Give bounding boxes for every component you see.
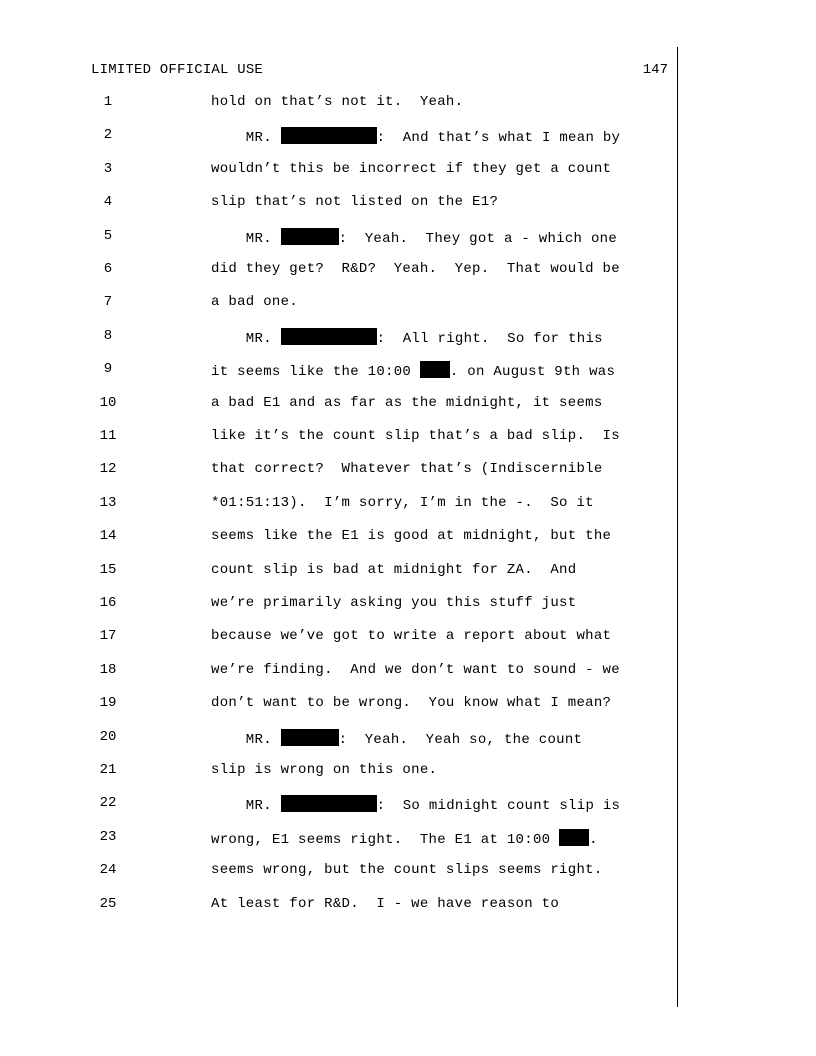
redaction-block: [281, 729, 339, 746]
line-text-segment: slip is wrong on this one.: [211, 762, 438, 778]
redaction-block: [281, 795, 377, 812]
line-number: 18: [99, 661, 117, 678]
line-text-segment: : All right. So for this: [376, 330, 603, 347]
line-text: [211, 729, 582, 748]
line-text: [211, 94, 463, 110]
line-number: 14: [99, 528, 117, 545]
line-text: [211, 228, 617, 247]
line-text: [211, 595, 576, 611]
line-text: [211, 161, 611, 177]
line-text-segment: don’t want to be wrong. You know what I mean?: [211, 695, 612, 712]
line-text-segment: seems wrong, but the count slips seems right.: [211, 862, 603, 879]
line-number: 23: [99, 828, 117, 845]
line-text-segment: : Yeah. They got a - which one: [338, 230, 618, 247]
line-text: [211, 662, 620, 678]
transcript-line: [0, 294, 816, 314]
line-number: 19: [99, 695, 117, 712]
line-text-segment: . on August 9th was: [449, 364, 616, 381]
line-text: [211, 695, 611, 711]
transcript-line: [0, 829, 816, 849]
transcript-line: [0, 127, 816, 147]
line-number: 25: [99, 895, 117, 912]
transcript-line: [0, 795, 816, 815]
transcript-line: [0, 729, 816, 749]
line-text-segment: : So midnight count slip is: [376, 798, 621, 815]
line-number: 8: [103, 327, 113, 344]
line-number: 1: [103, 94, 113, 110]
line-number: 11: [99, 428, 117, 444]
redaction-block: [420, 361, 450, 378]
redaction-block: [281, 228, 339, 245]
transcript-line: [0, 562, 816, 582]
line-text-segment: we’re finding. And we don’t want to sound - we: [211, 661, 620, 678]
line-text-segment: slip that’s not listed on the E1?: [211, 194, 499, 211]
line-number: 5: [103, 227, 113, 244]
line-text-segment: count slip is bad at midnight for ZA. And: [211, 561, 577, 578]
line-text: [211, 294, 298, 310]
line-number: 10: [99, 394, 117, 411]
line-text: [211, 762, 437, 778]
redaction-block: [559, 829, 589, 846]
line-text: [211, 628, 611, 644]
line-text: [211, 428, 620, 444]
line-text: [211, 395, 603, 411]
line-text-segment: .: [589, 831, 598, 848]
line-number: 4: [103, 194, 113, 211]
line-text: [211, 495, 594, 511]
line-text-segment: it seems like the 10:00: [211, 364, 420, 381]
transcript-line: [0, 395, 816, 415]
line-number: 24: [99, 862, 117, 879]
transcript-line: [0, 94, 816, 114]
line-text: [211, 194, 498, 210]
transcript-line: [0, 361, 816, 381]
transcript-line: [0, 194, 816, 214]
transcript-line: [0, 862, 816, 882]
transcript-line: [0, 595, 816, 615]
redaction-block: [281, 328, 377, 345]
transcript-line: [0, 628, 816, 648]
line-text-segment: did they get? R&D? Yeah. Yep. That would be: [211, 261, 620, 277]
line-text-segment: MR.: [211, 330, 281, 347]
line-text-segment: a bad E1 and as far as the midnight, it seems: [211, 394, 603, 411]
line-text-segment: : And that’s what I mean by: [376, 130, 621, 147]
line-text: [211, 829, 598, 848]
line-text-segment: MR.: [211, 731, 281, 748]
transcript-line: [0, 461, 816, 481]
line-text: [211, 328, 603, 347]
line-number: 21: [99, 762, 117, 778]
line-text: [211, 261, 620, 277]
line-text-segment: At least for R&D. I - we have reason to: [211, 895, 560, 912]
line-text-segment: because we’ve got to write a report about what: [211, 628, 612, 645]
transcript-line: [0, 896, 816, 916]
line-number: 6: [103, 261, 113, 277]
line-number: 3: [103, 160, 113, 177]
line-text-segment: like it’s the count slip that’s a bad slip. Is: [211, 428, 620, 444]
line-text: [211, 795, 620, 814]
line-number: 2: [103, 127, 113, 144]
line-text: [211, 461, 603, 477]
line-text: [211, 562, 576, 578]
transcript-line: [0, 428, 816, 448]
transcript-line: [0, 161, 816, 181]
line-number: 9: [103, 361, 113, 378]
line-number: 20: [99, 728, 117, 745]
line-number: 7: [103, 294, 113, 311]
line-text-segment: a bad one.: [211, 294, 299, 311]
classification-header: LIMITED OFFICIAL USE: [91, 62, 264, 78]
line-text-segment: : Yeah. Yeah so, the count: [338, 731, 583, 748]
line-text-segment: we’re primarily asking you this stuff just: [211, 595, 577, 611]
line-text-segment: MR.: [211, 130, 281, 147]
transcript-line: [0, 495, 816, 515]
redaction-block: [281, 127, 377, 144]
line-text-segment: *01:51:13). I’m sorry, I’m in the -. So it: [211, 494, 594, 511]
line-number: 13: [99, 494, 117, 511]
line-text: [211, 361, 615, 380]
transcript-line: [0, 695, 816, 715]
line-text-segment: MR.: [211, 230, 281, 247]
line-text: [211, 127, 620, 146]
line-number: 16: [99, 595, 117, 611]
transcript-line: [0, 662, 816, 682]
transcript-line: [0, 762, 816, 782]
transcript-line: [0, 528, 816, 548]
line-number: 17: [99, 628, 117, 645]
page-number: 147: [642, 62, 668, 78]
line-number: 15: [99, 561, 117, 578]
transcript-line: [0, 228, 816, 248]
line-text: [211, 896, 559, 912]
line-number: 12: [99, 461, 117, 478]
line-text: [211, 528, 611, 544]
line-text-segment: seems like the E1 is good at midnight, but the: [211, 528, 612, 545]
line-text: [211, 862, 603, 878]
line-text-segment: that correct? Whatever that’s (Indiscernible: [211, 461, 603, 478]
line-number: 22: [99, 795, 117, 812]
line-text-segment: wrong, E1 seems right. The E1 at 10:00: [211, 831, 560, 848]
transcript-line: [0, 261, 816, 281]
transcript-line: [0, 328, 816, 348]
line-text-segment: hold on that’s not it. Yeah.: [211, 94, 464, 110]
line-text-segment: MR.: [211, 798, 281, 815]
line-text-segment: wouldn’t this be incorrect if they get a count: [211, 160, 612, 177]
